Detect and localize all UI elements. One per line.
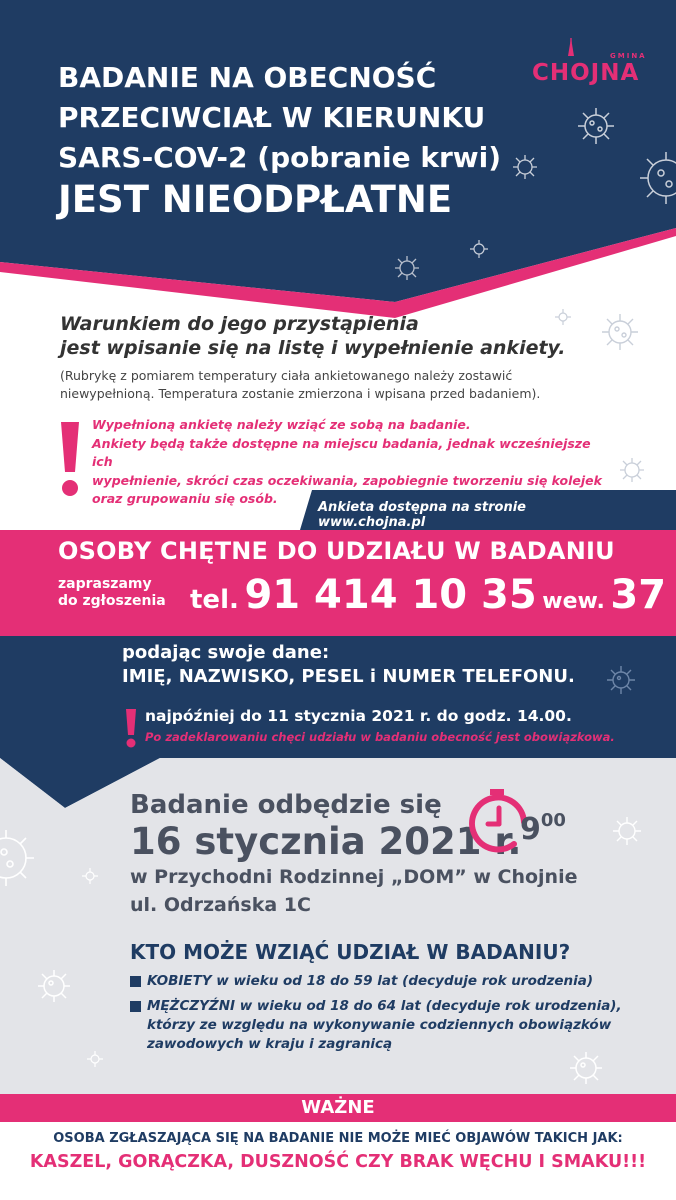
virus-icon (86, 1050, 104, 1068)
conditions-heading (60, 312, 580, 360)
conditions-line: Warunkiem do jego przystąpienia (60, 313, 419, 335)
logo-word: CHOJNA (532, 60, 640, 86)
page-title (58, 58, 518, 222)
virus-icon (598, 310, 642, 354)
signup-heading: OSOBY CHĘTNE DO UDZIAŁU W BADANIU (58, 537, 615, 565)
invite-line: zapraszamy (58, 576, 152, 592)
virus-icon (618, 456, 646, 484)
eligibility-item (130, 972, 650, 991)
event-time (520, 812, 566, 847)
tel-number: 91 414 10 35 (244, 572, 537, 618)
title-line: BADANIE NA OBECNOŚĆ (58, 61, 437, 94)
virus-icon (604, 663, 638, 697)
required-data-label: podając swoje dane: (122, 642, 330, 663)
phone-number[interactable] (190, 572, 670, 618)
required-data-list: IMIĘ, NAZWISKO, PESEL i NUMER TELEFONU. (122, 666, 575, 687)
exclamation-icon (55, 420, 85, 498)
event-hour: 9 (520, 812, 541, 847)
survey-warning (92, 416, 612, 509)
warning-line: Ankiety będą także dostępne na miejscu badania, jednak wcześniejsze ich (92, 435, 591, 469)
survey-link-text[interactable]: Ankieta dostępna na stronie www.chojna.pl (318, 500, 526, 530)
invite-text (58, 576, 188, 610)
logo-gmina-text: GMINA (610, 52, 647, 60)
eligibility-text: KOBIETY w wieku od 18 do 59 lat (decyduje rok urodzenia) (147, 973, 594, 989)
chojna-logo (532, 38, 652, 88)
important-label: WAŻNE (301, 1097, 375, 1118)
virus-icon (0, 818, 36, 898)
eligibility-heading: KTO MOŻE WZIĄĆ UDZIAŁ W BADANIU? (130, 940, 571, 964)
warning-line: Wypełnioną ankietę należy wziąć ze sobą na badanie. (92, 417, 471, 432)
eligibility-text (147, 997, 650, 1054)
tel-label: tel. (190, 585, 239, 615)
virus-icon (34, 966, 74, 1006)
title-line: SARS-COV-2 (pobranie krwi) (58, 141, 502, 174)
virus-icon (393, 254, 421, 282)
mandatory-text: Po zadeklarowaniu chęci udziału w badaniu obecność jest obowiązkowa. (145, 730, 615, 744)
event-address: ul. Odrzańska 1C (130, 894, 311, 916)
symptoms-list: KASZEL, GORĄCZKA, DUSZNOŚĆ CZY BRAK WĘCHU I SMAKU!!! (29, 1152, 647, 1172)
title-line: PRZECIWCIAŁ W KIERUNKU (58, 101, 486, 134)
bullet-square-icon (130, 1001, 141, 1012)
event-date: 16 stycznia 2021 r. (130, 820, 522, 863)
event-place: w Przychodni Rodzinnej „DOM” w Chojnie (130, 866, 578, 888)
bullet-square-icon (130, 976, 141, 987)
exclamation-icon (122, 708, 140, 748)
virus-icon (575, 105, 617, 147)
eligibility-line: którzy ze względu na wykonywanie codziennych obowiązków (147, 1017, 612, 1033)
eligibility-line: zawodowych w kraju i zagranicą (147, 1036, 393, 1052)
note-line: niewypełnioną. Temperatura zostanie zmierzona i wpisana przed badaniem). (60, 386, 541, 401)
ext-number: 37 (610, 572, 667, 618)
ext-label: wew. (542, 589, 605, 614)
virus-icon (636, 148, 676, 208)
note-line: (Rubrykę z pomiarem temperatury ciała ankietowanego należy zostawić (60, 368, 513, 383)
warning-line: wypełnienie, skróci czas oczekiwania, zapobiegnie tworzeniu się kolejek (92, 472, 602, 488)
warning-line: oraz grupowaniu się osób. (92, 491, 278, 506)
deadline-text: najpóźniej do 11 stycznia 2021 r. do godz. 14.00. (145, 707, 572, 725)
conditions-line: jest wpisanie się na listę i wypełnienie ankiety. (60, 337, 566, 359)
title-line: JEST NIEODPŁATNE (58, 178, 453, 221)
virus-icon (468, 238, 490, 260)
virus-icon (610, 814, 644, 848)
symptoms-intro: OSOBA ZGŁASZAJĄCA SIĘ NA BADANIE NIE MOŻE MIEĆ OBJAWÓW TAKICH JAK: (53, 1131, 623, 1146)
event-intro: Badanie odbędzie się (130, 790, 442, 820)
virus-icon (566, 1048, 606, 1088)
eligibility-item (130, 997, 650, 1054)
temperature-note (60, 367, 600, 403)
eligibility-line: MĘŻCZYŹNI w wieku od 18 do 64 lat (decyduje rok urodzenia), (147, 998, 622, 1014)
event-minutes: 00 (540, 810, 566, 831)
invite-line: do zgłoszenia (58, 593, 166, 609)
virus-icon (80, 866, 100, 886)
